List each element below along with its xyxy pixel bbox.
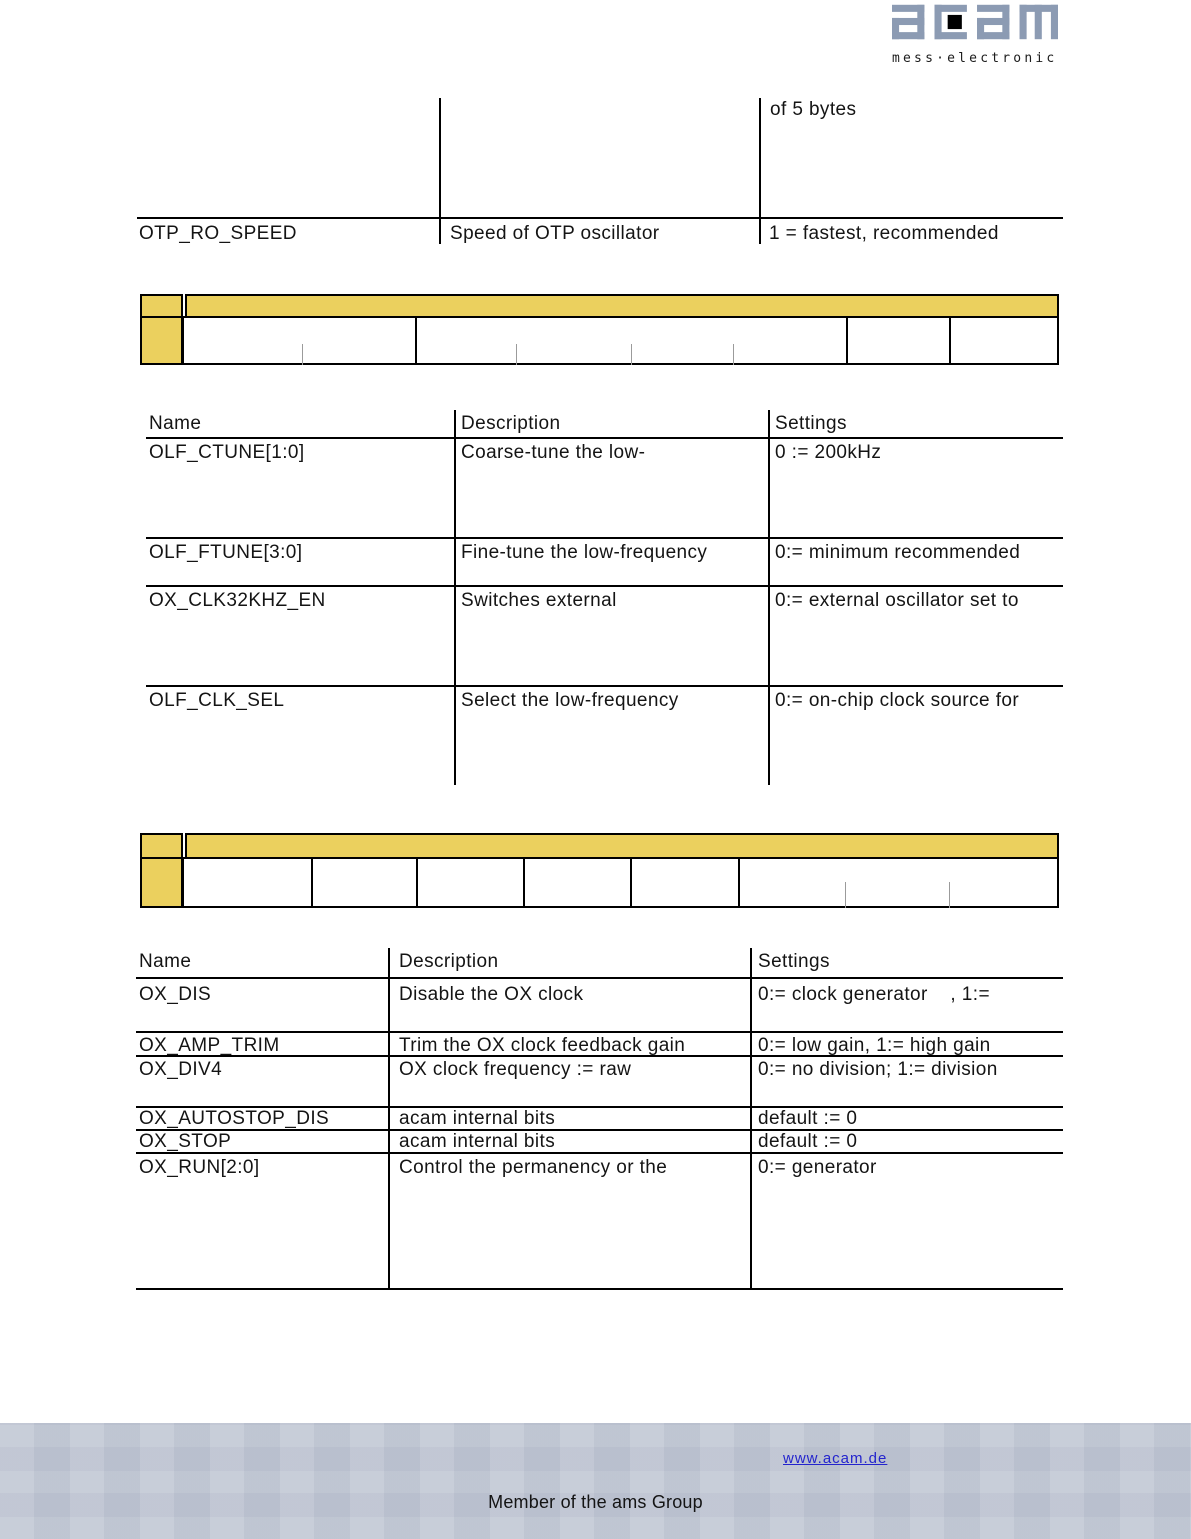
- cell-name: OX_RUN[2:0]: [139, 1157, 260, 1178]
- cell-description: acam internal bits: [399, 1131, 556, 1152]
- cell-settings: 0:= on-chip clock source for: [775, 690, 1020, 711]
- cell-settings: 0:= clock generator , 1:=: [758, 984, 990, 1005]
- column-divider: [454, 410, 456, 785]
- cell-settings: 0:= generator: [758, 1157, 877, 1178]
- bit-divider: [302, 344, 303, 365]
- acam-website-link[interactable]: www.acam.de: [783, 1450, 888, 1467]
- cell-description: acam internal bits: [399, 1108, 556, 1129]
- logo-subtitle: mess·electronic: [892, 51, 1058, 66]
- table-divider: [439, 98, 441, 244]
- cell-description: Switches external: [461, 590, 617, 611]
- cell-description: Speed of OTP oscillator: [450, 223, 660, 244]
- cell-settings: 0:= external oscillator set to: [775, 590, 1019, 611]
- cell-name: OLF_CLK_SEL: [149, 690, 285, 711]
- column-header-description: Description: [461, 413, 561, 434]
- cell-description: Coarse-tune the low-: [461, 442, 646, 463]
- register-grid-bit-row: [182, 857, 1059, 908]
- column-header-description: Description: [399, 951, 499, 972]
- cell-settings: default := 0: [758, 1131, 858, 1152]
- column-divider: [768, 410, 770, 785]
- row-border: [136, 1152, 1063, 1154]
- logo-square-icon: [948, 15, 962, 29]
- column-header-name: Name: [149, 413, 202, 434]
- bit-field-divider: [416, 859, 418, 906]
- cell-settings: 0:= minimum recommended: [775, 542, 1021, 563]
- page-footer: [0, 1423, 1191, 1539]
- cell-description: Fine-tune the low-frequency: [461, 542, 708, 563]
- table-divider: [759, 98, 761, 244]
- bit-field-divider: [311, 859, 313, 906]
- cell-description: Disable the OX clock: [399, 984, 584, 1005]
- bit-divider: [845, 882, 846, 908]
- cell-settings: 0 := 200kHz: [775, 442, 882, 463]
- cell-name: OX_AMP_TRIM: [139, 1035, 280, 1056]
- column-header-settings: Settings: [775, 413, 847, 434]
- column-header-settings: Settings: [758, 951, 830, 972]
- member-of-ams-text: Member of the ams Group: [488, 1492, 703, 1512]
- column-divider: [388, 948, 390, 1289]
- bit-divider: [733, 344, 734, 365]
- cell-settings: 1 = fastest, recommended: [769, 223, 999, 244]
- cell-name: OTP_RO_SPEED: [139, 223, 297, 244]
- cell-name: OX_CLK32KHZ_EN: [149, 590, 326, 611]
- register-grid-corner-cell: [140, 294, 183, 318]
- table-border: [137, 217, 1063, 219]
- cell-name: OX_DIS: [139, 984, 212, 1005]
- bit-field-divider: [846, 318, 848, 363]
- bit-field-divider: [523, 859, 525, 906]
- row-border: [146, 685, 1063, 687]
- acam-logo-icon: [892, 4, 1058, 40]
- bit-field-divider: [949, 318, 951, 363]
- register-grid-header-band: [185, 294, 1059, 318]
- table-bottom-border: [136, 1288, 1063, 1290]
- cell-name: OLF_FTUNE[3:0]: [149, 542, 303, 563]
- column-header-name: Name: [139, 951, 192, 972]
- register-grid-bit-row: [182, 316, 1059, 365]
- cell-settings: of 5 bytes: [770, 99, 857, 120]
- cell-name: OX_STOP: [139, 1131, 232, 1152]
- bit-divider: [949, 882, 950, 908]
- cell-description: Trim the OX clock feedback gain: [399, 1035, 686, 1056]
- row-border: [146, 585, 1063, 587]
- bit-field-divider: [415, 318, 417, 363]
- register-grid-corner-cell: [140, 833, 183, 859]
- header-underline: [136, 977, 1063, 979]
- bit-divider: [516, 344, 517, 365]
- acam-logo: [892, 4, 1060, 66]
- cell-description: Select the low-frequency: [461, 690, 679, 711]
- bit-divider: [631, 344, 632, 365]
- row-border: [146, 537, 1063, 539]
- cell-name: OLF_CTUNE[1:0]: [149, 442, 305, 463]
- cell-description: OX clock frequency := raw: [399, 1059, 632, 1080]
- cell-name: OX_AUTOSTOP_DIS: [139, 1108, 330, 1129]
- register-grid-row-label-cell: [140, 316, 183, 365]
- cell-description: Control the permanency or the: [399, 1157, 668, 1178]
- bit-field-divider: [630, 859, 632, 906]
- cell-settings: default := 0: [758, 1108, 858, 1129]
- cell-settings: 0:= low gain, 1:= high gain: [758, 1035, 991, 1056]
- column-divider: [750, 948, 752, 1289]
- cell-settings: 0:= no division; 1:= division: [758, 1059, 998, 1080]
- register-grid-header-band: [185, 833, 1059, 859]
- row-border: [136, 1031, 1063, 1033]
- header-underline: [146, 437, 1063, 439]
- register-grid-row-label-cell: [140, 857, 183, 908]
- bit-field-divider: [738, 859, 740, 906]
- cell-name: OX_DIV4: [139, 1059, 223, 1080]
